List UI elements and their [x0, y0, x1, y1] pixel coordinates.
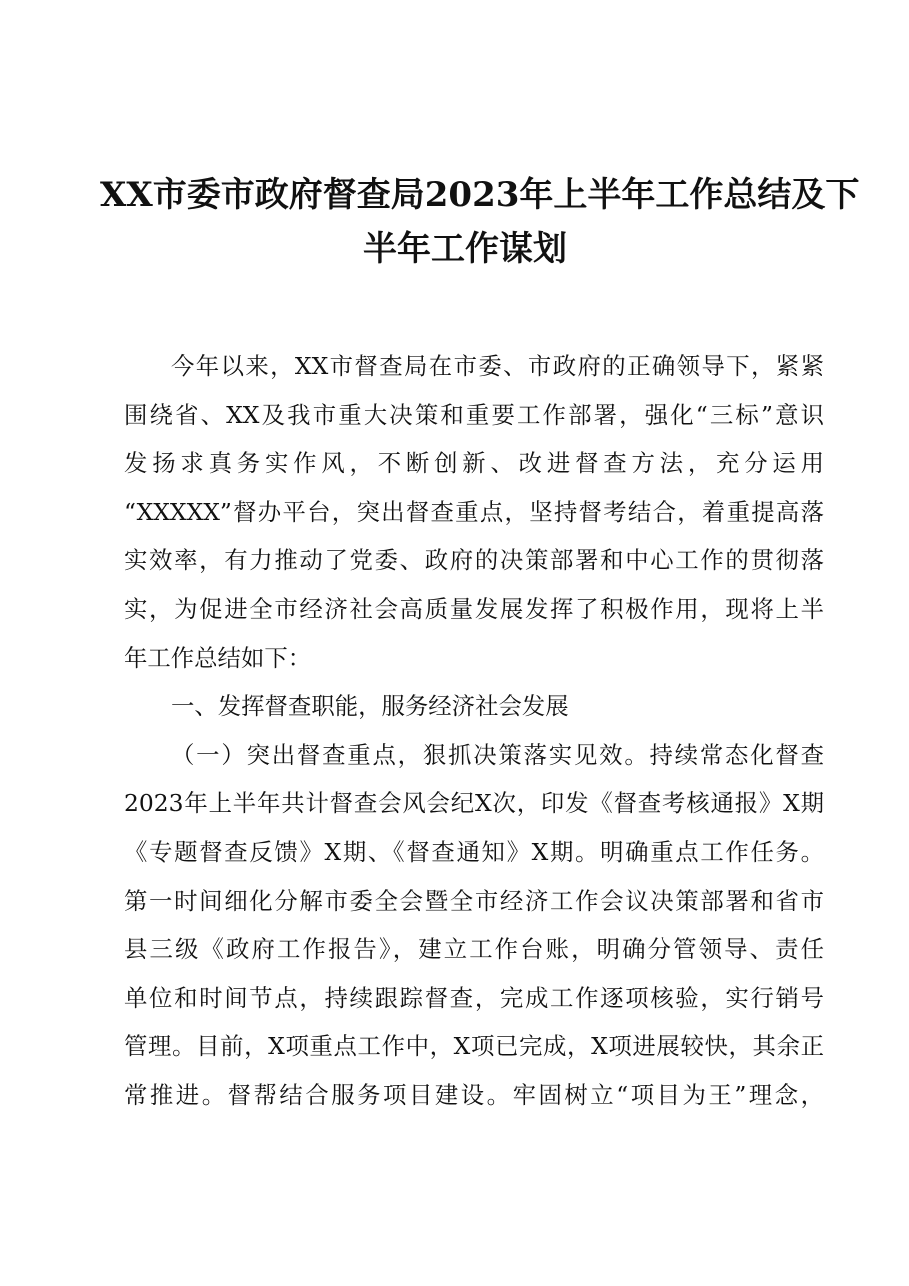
paragraph-line: 今年以来，XX市督查局在市委、市政府的正确领导下，紧紧	[171, 352, 824, 380]
paragraph-line: 发扬求真务实作风，不断创新、改进督查方法，充分运用	[124, 449, 824, 478]
title-line: XX市委市政府督查局2023年上半年工作总结及下	[100, 175, 860, 215]
paragraph-line: 围绕省、XX及我市重大决策和重要工作部署，强化“三标”意识	[124, 400, 824, 429]
document-title	[100, 168, 860, 276]
paragraph-line: “XXXXX”督办平台，突出督查重点，坚持督考结合，着重提高落	[124, 497, 824, 526]
paragraph-line: 第一时间细化分解市委全会暨全市经济工作会议决策部署和省市	[124, 886, 824, 915]
paragraph-line: 实效率，有力推动了党委、政府的决策部署和中心工作的贯彻落	[124, 546, 824, 575]
paragraph-line: 年工作总结如下：	[124, 643, 312, 672]
paragraph-line: 一、发挥督查职能，服务经济社会发展	[171, 692, 569, 721]
paragraph-line: 实，为促进全市经济社会高质量发展发挥了积极作用，现将上半	[124, 594, 824, 623]
paragraph-line: 县三级《政府工作报告》，建立工作台账，明确分管领导、责任	[124, 935, 824, 964]
paragraph-line: 2023年上半年共计督查会风会纪X次，印发《督查考核通报》X期	[124, 789, 824, 818]
title-line: 半年工作谋划	[363, 229, 567, 269]
paragraph-line: 《专题督查反馈》X期、《督查通知》X期。明确重点工作任务。	[124, 837, 824, 866]
paragraph-line: 常推进。督帮结合服务项目建设。牢固树立“项目为王”理念，	[124, 1080, 824, 1109]
paragraph-line: 管理。目前，X项重点工作中，X项已完成，X项进展较快，其余正	[124, 1032, 824, 1061]
paragraph-line: 单位和时间节点，持续跟踪督查，完成工作逐项核验，实行销号	[124, 983, 824, 1012]
paragraph-line: （一）突出督查重点，狠抓决策落实见效。持续常态化督查	[171, 740, 824, 769]
document-body	[124, 342, 824, 1120]
